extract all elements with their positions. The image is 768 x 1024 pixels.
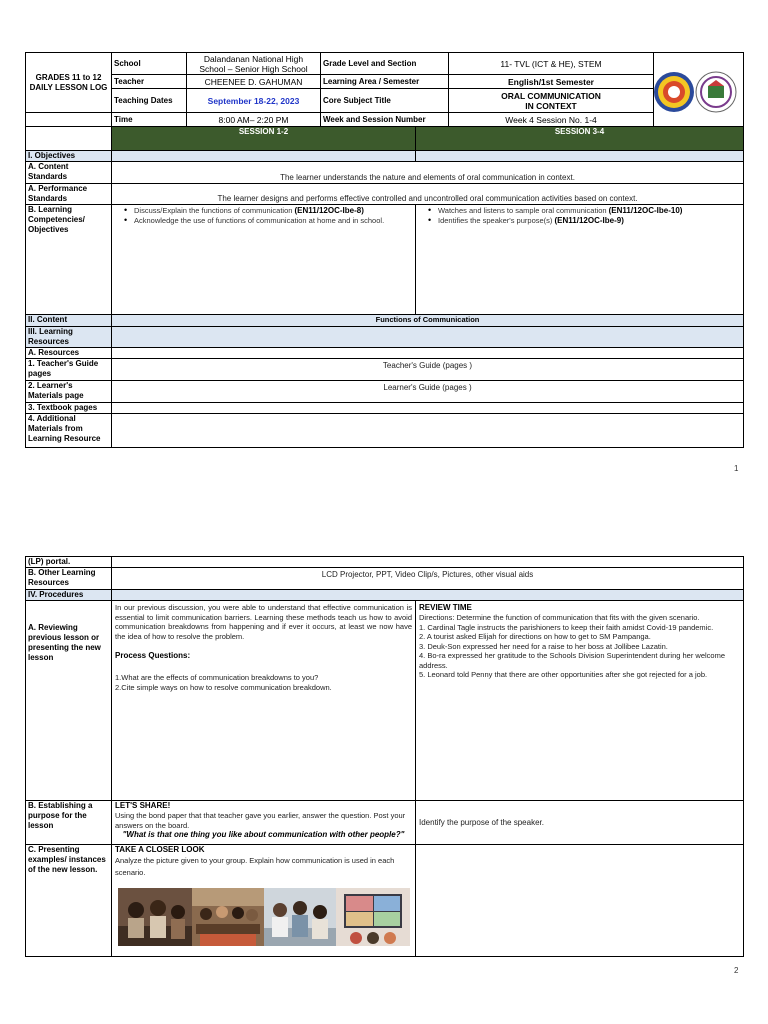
list-item: 5. Leonard told Penny that there are other opportunities after she got rejected for a job. [419,670,708,679]
purpose-left [112,801,416,845]
list-item: 3. Deuk-Son expressed her need for a raise to her boss at Jollibee Lazatin. [419,641,668,651]
process-q1: 1.What are the effects of communication breakdowns to you? [115,673,319,682]
family-photo [118,888,192,946]
school-label: School [112,53,187,75]
a-resources-cell [112,348,744,359]
school-value-line1: Dalandanan National High [203,53,304,64]
time-label: Time [112,113,187,127]
session-corner [26,127,112,151]
performance-standards-value: The learner designs and performs effective controlled and uncontrolled oral communication activities based on context. [112,184,744,205]
school-value [187,53,321,75]
process-q2: 2.Cite simple ways on how to resolve communication breakdown. [115,682,332,692]
dll-title-line2: DAILY LESSON LOG [29,82,108,92]
lesson-table-1 [25,126,744,448]
page-2 [0,512,768,1024]
area-label: Learning Area / Semester [321,75,449,89]
time-value: 8:00 AM– 2:20 PM [187,113,321,127]
school-value-line2: School – Senior High School [199,63,308,74]
list-item: • Acknowledge the use of functions of communication at home and in school. [124,216,413,225]
procedures-label: IV. Procedures [26,590,112,601]
teacher-value: CHEENEE D. GAHUMAN [187,75,321,89]
review-directions: Directions: Determine the function of communication that fits with the given scenario. [419,613,700,622]
competencies-left [112,205,416,315]
subject-label: Core Subject Title [321,89,449,113]
purpose-label: B. Establishing a purpose for the lesson [26,801,112,845]
session-2-header: SESSION 3-4 [416,127,744,151]
competencies-label: B. Learning Competencies/ Objectives [26,205,112,315]
dll-title [26,53,112,113]
resources-label: III. Learning Resources [26,327,112,348]
purpose-right: Identify the purpose of the speaker. [416,801,744,845]
area-value: English/1st Semester [449,75,654,89]
page-number-2: 2 [734,966,739,975]
textbook-label: 3. Textbook pages [26,403,112,414]
review-heading: REVIEW TIME [419,603,472,612]
learners-materials-label: 2. Learner's Materials page [26,381,112,403]
share-question: "What is that one thing you like about communication with other people?" [122,830,405,839]
friends-photo [264,888,336,946]
reviewing-text: In our previous discussion, you were able to understand that effective communication is essential to limit communication barriers. Learning these methods teach us how to avoid communication breakdowns from happening and if ever it occurs, at least we now have the idea of how to resolve the problem. [115,603,412,641]
list-item: 2. A tourist asked Elijah for directions on how to get to SM Pampanga. [419,632,651,641]
reviewing-left [112,601,416,801]
share-heading: LET'S SHARE! [115,801,171,810]
portal-cell [112,557,744,568]
deped-seal-icon [652,68,742,116]
blank-cell [26,113,112,127]
reviewing-right [416,601,744,801]
meeting-photo [192,888,264,946]
grade-label: Grade Level and Section [321,53,449,75]
content-value: Functions of Communication [112,315,744,327]
procedures-cell [112,590,744,601]
subject-value [449,89,654,113]
session-1-header: SESSION 1-2 [112,127,416,151]
share-text: Using the bond paper that that teacher gave you earlier, answer the question. Post your answers on the board. [115,811,406,830]
list-item: • Watches and listens to sample oral communication (EN11/12OC-Ibe-10) [428,206,741,215]
list-item: 1. Cardinal Tagle instructs the parishioners to keep their faith amidst Covid-19 pandemic. [419,622,714,632]
week-label: Week and Session Number [321,113,449,127]
a-resources-label: A. Resources [26,348,112,359]
competencies-right-list [418,206,741,225]
online-class-photo [336,888,410,946]
week-value: Week 4 Session No. 1-4 [449,113,654,127]
additional-materials-label: 4. Additional Materials from Learning Resource [26,414,112,448]
subject-value-line1: ORAL COMMUNICATION [501,90,601,101]
closer-text: Analyze the picture given to your group. Explain how communication is used in each scenario. [115,856,395,877]
teacher-label: Teacher [112,75,187,89]
dates-value: September 18-22, 2023 [187,89,321,113]
competencies-right [416,205,744,315]
teachers-guide-value: Teacher's Guide (pages ) [112,359,744,381]
textbook-cell [112,403,744,414]
dll-title-line1: GRADES 11 to 12 [35,72,102,82]
closer-heading: TAKE A CLOSER LOOK [115,845,205,854]
additional-materials-cell [112,414,744,448]
content-standards-label: A. Content Standards [26,162,112,184]
subject-value-line2: IN CONTEXT [525,100,577,111]
list-item: • Discuss/Explain the functions of communication (EN11/12OC-Ibe-8) [124,206,413,215]
grade-value: 11- TVL (ICT & HE), STEM [449,53,654,75]
other-resources-value: LCD Projector, PPT, Video Clip/s, Pictures, other visual aids [112,568,744,590]
objectives-cell-left [112,151,416,162]
teachers-guide-label: 1. Teacher's Guide pages [26,359,112,381]
portal-label: (LP) portal. [26,557,112,568]
page-number-1: 1 [734,464,739,473]
objectives-cell-right [416,151,744,162]
dates-label: Teaching Dates [112,89,187,113]
examples-label: C. Presenting examples/ instances of the new lesson. [26,845,112,957]
examples-right [416,845,744,957]
resources-cell [112,327,744,348]
reviewing-label: A. Reviewing previous lesson or presenting the new lesson [26,601,112,801]
other-resources-label: B. Other Learning Resources [26,568,112,590]
list-item: 4. Bo-ra expressed her gratitude to the Schools Division Superintendent during her welcome address. [419,651,726,670]
performance-standards-label: A. Performance Standards [26,184,112,205]
school-logos [652,68,742,116]
process-heading: Process Questions: [115,651,191,660]
content-standards-value: The learner understands the nature and elements of oral communication in context. [112,162,744,184]
competencies-left-list [114,206,413,225]
header-table [25,52,744,127]
list-item: • Identifies the speaker's purpose(s) (EN11/12OC-Ibe-9) [428,216,741,225]
objectives-label: I. Objectives [26,151,112,162]
learners-materials-value: Learner's Guide (pages ) [112,381,744,403]
content-label: II. Content [26,315,112,327]
